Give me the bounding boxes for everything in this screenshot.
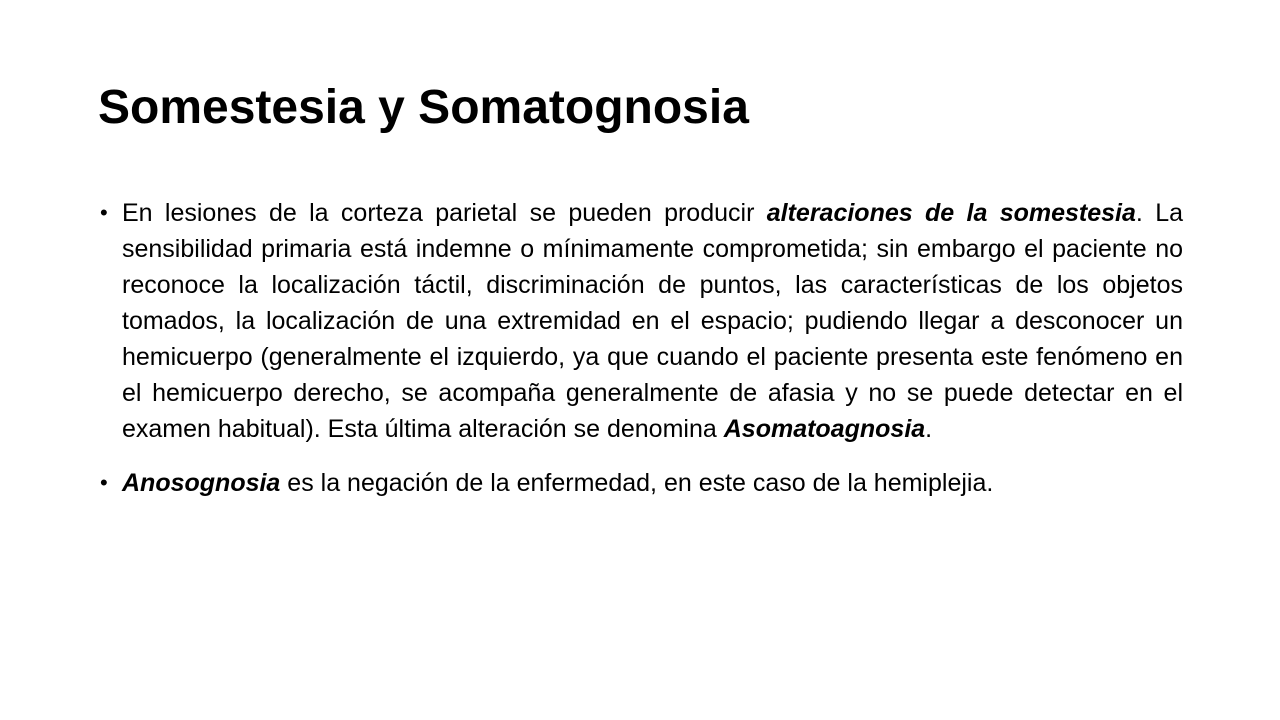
bullet-point-icon: • (100, 200, 108, 225)
bullet-text: . (925, 415, 933, 443)
emphasis-term: Anosognosia (122, 469, 281, 497)
bullet-point-icon: • (100, 470, 108, 495)
bullet-text: . La sensibilidad primaria está indemne o mínimamente comprometida; sin embargo el paciente no reconoce la localización táctil, discriminación de puntos, las características de los objetos tomados, la localización de una extremidad en el espacio; pudiendo llegar a desconocer un hemicuerpo (generalmente el izquierdo, ya que cuando el paciente presenta este fenómeno en el hemicuerpo derecho, se acompaña generalmente de afasia y no se puede detectar en el examen habitual). Esta última alteración se denomina (122, 199, 1183, 443)
emphasis-term: alteraciones de la somestesia (766, 199, 1136, 227)
emphasis-term: Asomatoagnosia (723, 415, 926, 443)
bullet-list (100, 195, 1183, 519)
slide-title: Somestesia y Somatognosia (98, 81, 749, 134)
bullet-text: es la negación de la enfermedad, en este caso de la hemiplejia. (280, 469, 994, 497)
bullet-item-somestesia (100, 195, 1183, 447)
bullet-item-anosognosia (100, 465, 1183, 501)
bullet-text: En lesiones de la corteza parietal se pueden producir (122, 199, 767, 227)
